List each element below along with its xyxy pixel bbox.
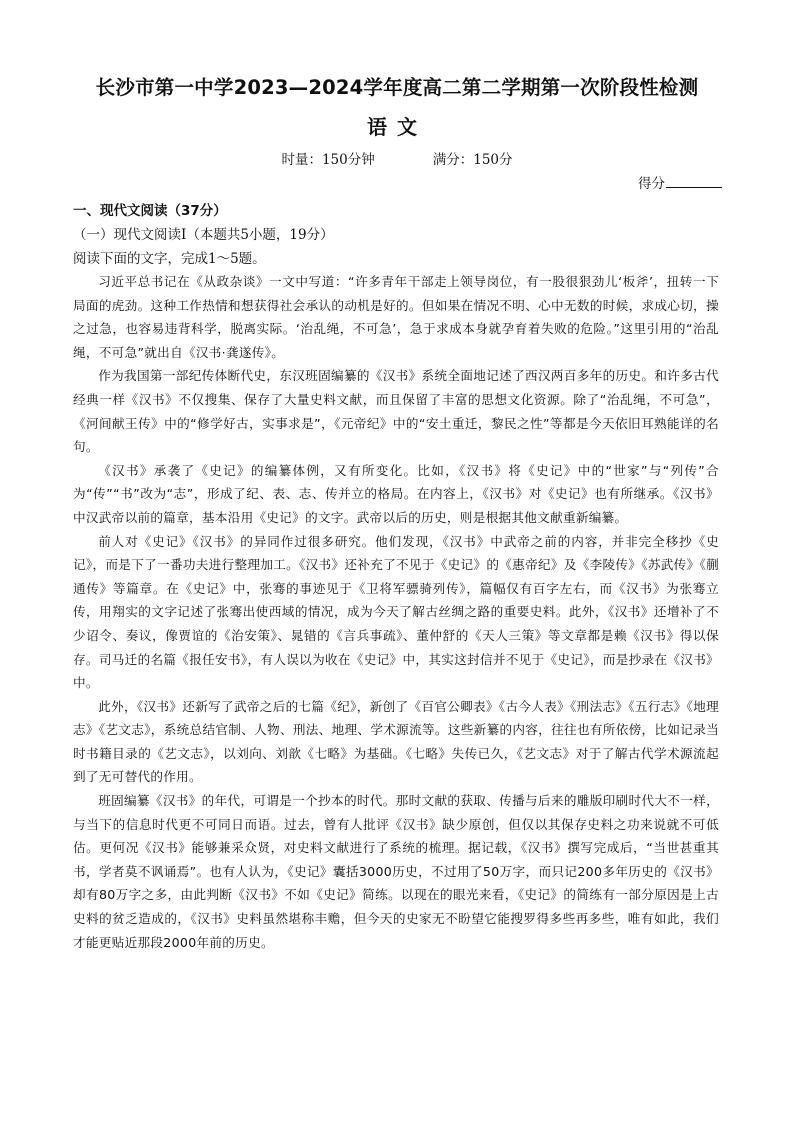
section-title: 一、现代文阅读（37分） (73, 203, 227, 219)
subsection-title: （一）现代文阅读Ⅰ（本题共5小题，19分） (73, 227, 334, 243)
article-paragraph: 此外，《汉书》还新写了武帝之后的七篇《纪》，新创了《百官公卿表》《古今人表》《刑法志》《五行志》《地理志》《艺文志》，系统总结官制、人物、刑法、地理、学术源流等。这些新纂的内容，往往也有所依傍，比如记录当时书籍目录的《艺文志》，以刘向、刘歆《七略》为基础。《七略》失传已久，《艺文志》对于了解古代学术源流起到了无可替代的作用。 (73, 698, 719, 785)
article-paragraph: 班固编纂《汉书》的年代，可谓是一个抄本的时代。那时文献的获取、传播与后来的雕版印刷时代大不一样，与当下的信息时代更不可同日而语。过去，曾有人批评《汉书》缺少原创，但仅以其保存史料之功来说就不可低估。更何况《汉书》能够兼采众贤，对史料文献进行了系统的梳理。据记载，《汉书》撰写完成后，“当世甚重其书，学者莫不讽诵焉”。也有人认为，《史记》囊括3000历史，不过用了50万字，而只记200多年历史的《汉书》却有80万字之多，由此判断《汉书》不如《史记》简练。以现在的眼光来看，《史记》的简练有一部分原因是上古史料的贫乏造成的，《汉书》史料虽然堪称丰赡，但今天的史家无不盼望它能搜罗得多些再多些，唯有如此，我们才能更贴近那段2000年前的历史。 (73, 793, 719, 950)
subject-title: 语文 (367, 115, 427, 139)
score-field (638, 172, 722, 192)
reading-article (73, 270, 719, 954)
full-score: 满分：150分 (432, 152, 513, 168)
time-limit: 时量：150分钟 (281, 152, 375, 168)
score-blank (666, 174, 722, 188)
exam-title: 长沙市第一中学2023—2024学年度高二第二学期第一次阶段性检测 (95, 76, 699, 99)
reading-instruction: 阅读下面的文字，完成1～5题。 (73, 251, 266, 267)
article-paragraph: 习近平总书记在《从政杂谈》一文中写道：“许多青年干部走上领导岗位，有一股很狠劲儿‘板斧’，扭转一下局面的虎劲。这种工作热情和想获得社会承认的动机是好的。但如果在情况不明、心中无数的时候，求成心切，操之过急，也容易违背科学，脱离实际。‘治乱绳，不可急’，急于求成本身就孕育着失败的危险。”这里引用的“治乱绳，不可急”就出自《汉书·龚遂传》。 (73, 274, 719, 360)
score-label: 得分 (638, 176, 665, 192)
article-paragraph: 前人对《史记》《汉书》的异同作过很多研究。他们发现，《汉书》中武帝之前的内容，并非完全移抄《史记》，而是下了一番功夫进行整理加工。《汉书》还补充了不见于《史记》的《惠帝纪》及《李陵传》《苏武传》《蒯通传》等篇章。在《史记》中，张骞的事迹见于《卫将军骠骑列传》，篇幅仅有百字左右，而《汉书》为张骞立传，用翔实的文字记述了张骞出使西域的情况，成为今天了解古丝绸之路的重要史料。此外，《汉书》还增补了不少诏令、奏议，像贾谊的《治安策》、晁错的《言兵事疏》、董仲舒的《天人三策》等文章都是赖《汉书》得以保存。司马迁的名篇《报任安书》，有人误以为收在《史记》中，其实这封信并不见于《史记》，而是抄录在《汉书》中。 (73, 533, 719, 691)
article-paragraph: 《汉书》承袭了《史记》的编纂体例，又有所变化。比如，《汉书》将《史记》中的“世家”与“列传”合为“传”“书”改为“志”，形成了纪、表、志、传并立的格局。在内容上，《汉书》对《史记》也有所继承。《汉书》中汉武帝以前的篇章，基本沿用《史记》的文字。武帝以后的历史，则是根据其他文献重新编纂。 (73, 462, 719, 525)
exam-meta (0, 148, 794, 168)
article-paragraph: 作为我国第一部纪传体断代史，东汉班固编纂的《汉书》系统全面地记述了西汉两百多年的历史。和许多古代经典一样《汉书》不仅搜集、保存了大量史料文献，而且保留了丰富的思想文化资源。除了“治乱绳，不可急”，《河间献王传》中的“修学好古，实事求是”，《元帝纪》中的“安土重迁，黎民之性”等都是今天依旧耳熟能详的名句。 (73, 368, 719, 455)
